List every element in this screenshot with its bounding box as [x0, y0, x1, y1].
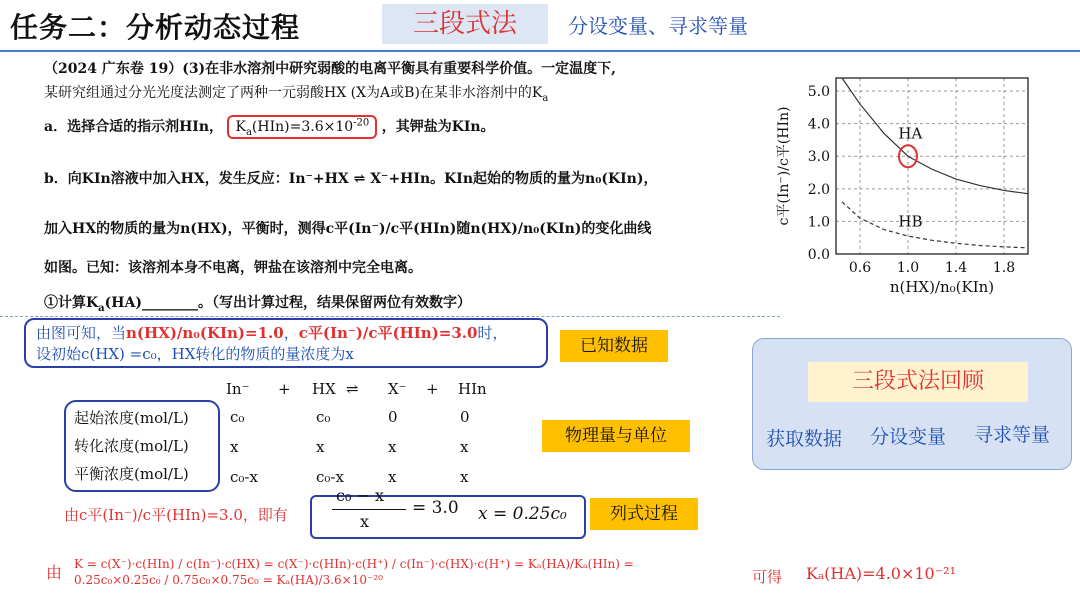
k-result-prefix: 可得: [752, 568, 783, 586]
y-tick-label: 2.0: [807, 181, 830, 198]
question-intro-2: 某研究组通过分光光度法测定了两种一元弱酸HX (X为A或B)在某非水溶剂中的$K_a$: [44, 85, 549, 104]
chart-series: [842, 78, 1028, 248]
stage-cell: x: [460, 468, 469, 486]
series-hb-line: [842, 202, 1028, 248]
page-subtitle: 分设变量、寻求等量: [568, 14, 748, 38]
reaction-term: HIn: [458, 380, 487, 398]
question-part-b-2: 加入HX的物质的量为n(HX)，平衡时，测得c平(In⁻)/c平(HIn)随n(HX)/n₀(KIn)的变化曲线: [44, 221, 652, 237]
ka-hin-highlight: $K_a(HIn)=3.6\times 10^{-20}$: [227, 115, 377, 139]
question-intro-1: （2024 广东卷 19）(3)在非水溶剂中研究弱酸的电离平衡具有重要科学价值。一定温度下,: [44, 61, 617, 77]
question-part-b-1: b．向KIn溶液中加入HX，发生反应：In⁻+HX ⇌ X⁻+HIn。KIn起始的物质的量为n₀(KIn)，: [44, 171, 658, 187]
k-prefix: 由: [46, 563, 63, 582]
ratio-chart: [770, 70, 1070, 306]
series-label-ha: HA: [898, 124, 923, 143]
reaction-term: X⁻: [388, 380, 407, 398]
chart-axes: [836, 78, 1028, 254]
x-axis-label: n(HX)/n₀(KIn): [889, 278, 995, 296]
method-badge: 三段式法: [382, 4, 548, 44]
plot-frame: [836, 78, 1028, 254]
k-result: Kₐ(HA)=4.0×10⁻²¹: [806, 564, 957, 583]
stage-label-equilibrium: 平衡浓度(mol/L): [74, 465, 189, 483]
reaction-term: ⇌: [346, 380, 359, 398]
x-tick-label: 1.8: [992, 260, 1016, 276]
review-item-set-variables: 分设变量: [870, 426, 947, 448]
series-label-hb: HB: [898, 212, 923, 231]
review-item-get-data: 获取数据: [766, 428, 843, 450]
reaction-term: +: [426, 380, 439, 398]
reaction-term: In⁻: [226, 380, 250, 398]
question-part-b-3: 如图。已知：该溶剂本身不电离，钾盐在该溶剂中完全电离。: [44, 260, 422, 276]
review-title: 三段式法回顾: [808, 362, 1028, 402]
fraction-bar: [332, 509, 406, 510]
stage-cell: c₀: [230, 408, 245, 426]
stage-label-initial: 起始浓度(mol/L): [74, 409, 189, 427]
stage-cell: x: [460, 438, 469, 456]
chart-grid: [836, 78, 1028, 254]
y-tick-label: 1.0: [807, 214, 830, 231]
y-tick-label: 0.0: [807, 247, 830, 263]
fraction-denominator: x: [360, 512, 370, 531]
x-tick-label: 1.4: [944, 260, 968, 276]
reaction-equation: [226, 380, 506, 400]
tag-units: 物理量与单位: [542, 420, 690, 452]
y-axis-label: c平(In⁻)/c平(HIn): [776, 106, 792, 226]
stage-labels-box: [64, 400, 220, 492]
series-ha-line: [842, 78, 1028, 194]
ratio-statement: 由c平(In⁻)/c平(HIn)=3.0，即有: [64, 506, 288, 524]
stage-cell: 0: [460, 408, 470, 426]
chart-labels: [776, 84, 1015, 296]
k-expression: K = c(X⁻)·c(HIn) / c(In⁻)·c(HX) = c(X⁻)·c(HIn)·c(H⁺) / c(In⁻)·c(HX)·c(H⁺) = Kₐ(HA)/Kₐ(HIn) = 0.25c₀×0.25c₀ / 0.75c₀×0.75c₀ = Kₐ(HA)/3.6×10⁻²⁰: [74, 557, 634, 587]
review-item-find-equality: 寻求等量: [974, 424, 1051, 446]
stage-cell: c₀-x: [316, 468, 344, 486]
stage-cell: x: [230, 438, 239, 456]
page-title: 任务二：分析动态过程: [10, 11, 301, 44]
stage-cell: c₀-x: [230, 468, 258, 486]
given-data-box: [24, 318, 548, 368]
y-tick-label: 5.0: [807, 84, 830, 101]
y-tick-label: 4.0: [807, 116, 830, 133]
x-tick-label: 0.6: [848, 260, 872, 276]
stage-cell: x: [316, 438, 325, 456]
x-tick-label: 1.0: [896, 260, 920, 276]
title-divider: [0, 50, 1080, 52]
question-q1: ①计算$K_a(HA)\_\_\_\_\_\_\_\_$。（写出计算过程，结果保留两位有效数字）: [44, 295, 471, 314]
stage-values: [220, 402, 520, 492]
reaction-term: +: [278, 380, 291, 398]
tag-steps: 列式过程: [590, 498, 698, 530]
question-part-a: a．选择合适的指示剂HIn， $K_a(HIn)=3.6\times 10^{-20}$ ，其钾盐为KIn。: [44, 116, 495, 138]
fraction-numerator: c₀ − x: [336, 486, 384, 505]
y-tick-label: 3.0: [807, 149, 830, 166]
stage-label-change: 转化浓度(mol/L): [74, 437, 189, 455]
x-result: x = 0.25c₀: [478, 504, 567, 524]
fraction-equals: = 3.0: [412, 498, 459, 518]
section-separator: [0, 316, 780, 317]
stage-cell: c₀: [316, 408, 331, 426]
stage-cell: x: [388, 468, 397, 486]
reaction-term: HX: [312, 380, 336, 398]
given-line-2: 设初始c(HX) =c₀，HX转化的物质的量浓度为x: [36, 345, 354, 363]
stage-cell: x: [388, 438, 397, 456]
given-line-1: 由图可知，当n(HX)/n₀(KIn)=1.0，c平(In⁻)/c平(HIn)=3.0时，: [36, 324, 508, 342]
stage-cell: 0: [388, 408, 398, 426]
tag-known-data: 已知数据: [560, 330, 668, 362]
